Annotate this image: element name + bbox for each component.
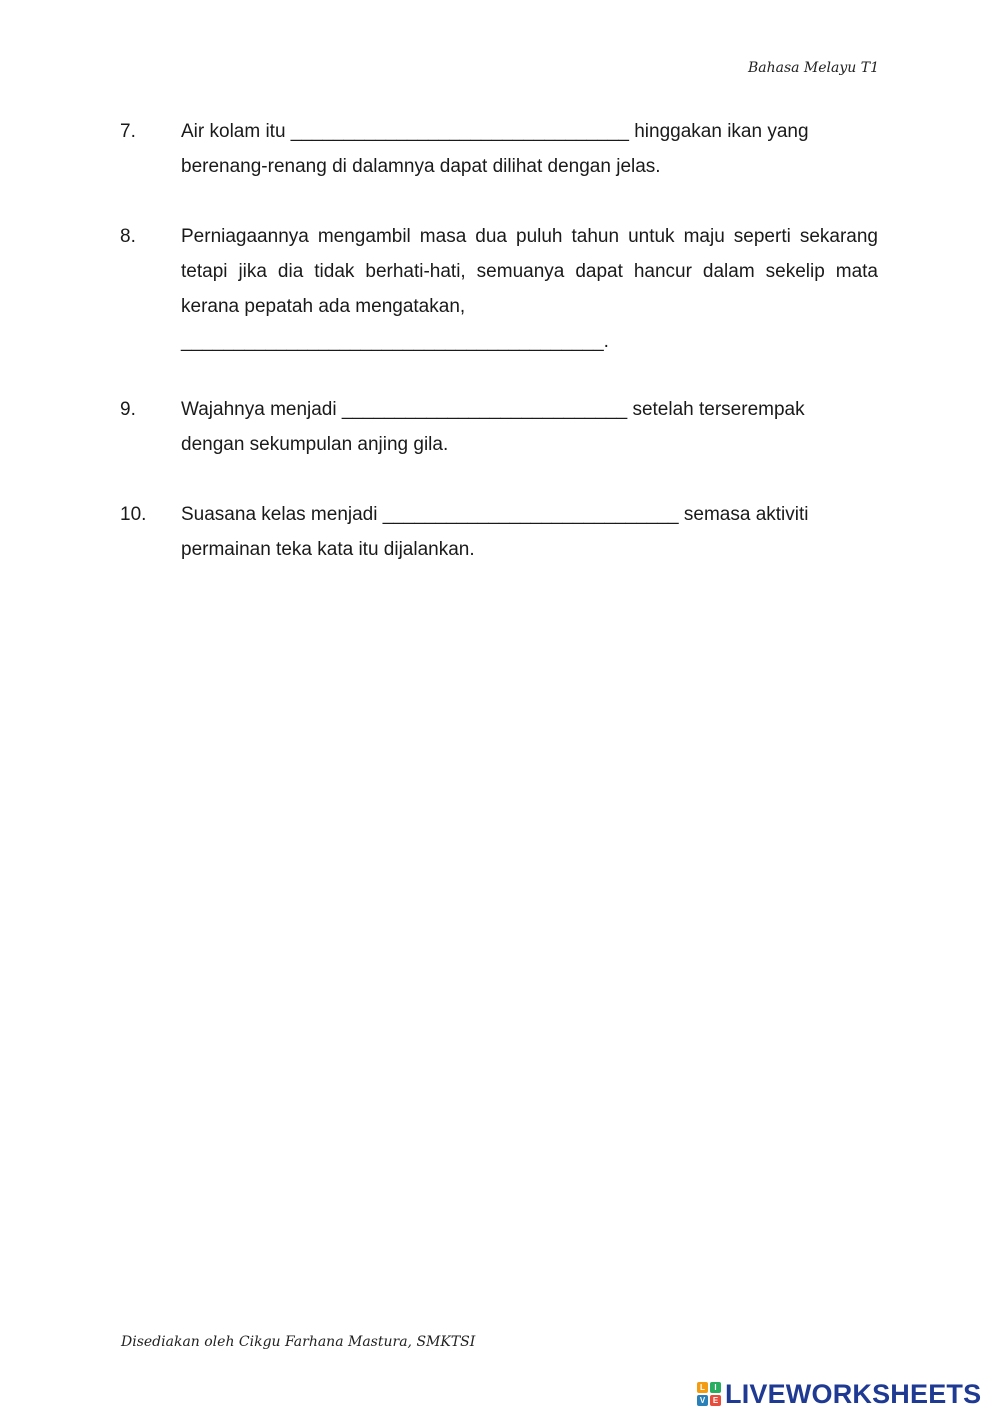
question-line: Suasana kelas menjadi ____________________________ semasa aktiviti bbox=[181, 504, 809, 525]
question-number: 8. bbox=[120, 226, 136, 247]
question-number: 10. bbox=[120, 504, 147, 525]
page-footer-credit: Disediakan oleh Cikgu Farhana Mastura, SMKTSI bbox=[121, 1334, 476, 1350]
question-10 bbox=[120, 497, 880, 567]
question-paragraph: Perniagaannya mengambil masa dua puluh tahun untuk maju seperti sekarang tetapi jika dia tidak berhati-hati, semuanya dapat hancur dalam sekelip mata kerana pepatah ada mengatakan, bbox=[181, 226, 878, 317]
logo-cell: L bbox=[697, 1382, 708, 1393]
question-line: Wajahnya menjadi ___________________________ setelah terserempak bbox=[181, 399, 805, 420]
page-header-subject: Bahasa Melayu T1 bbox=[747, 60, 879, 76]
logo-cell: I bbox=[710, 1382, 721, 1393]
logo-cell: E bbox=[710, 1395, 721, 1406]
question-number: 9. bbox=[120, 399, 136, 420]
question-text bbox=[181, 392, 878, 462]
liveworksheets-logo-icon bbox=[697, 1382, 721, 1406]
answer-blank: ________________________________________. bbox=[181, 331, 609, 352]
question-line: permainan teka kata itu dijalankan. bbox=[181, 539, 475, 560]
question-line: Air kolam itu ________________________________ hinggakan ikan yang bbox=[181, 121, 809, 142]
question-line: berenang-renang di dalamnya dapat dilihat dengan jelas. bbox=[181, 156, 661, 177]
question-text bbox=[181, 497, 878, 567]
liveworksheets-brand[interactable] bbox=[697, 1378, 981, 1410]
question-7 bbox=[120, 114, 880, 184]
question-text bbox=[181, 114, 878, 184]
question-9 bbox=[120, 392, 880, 462]
brand-name: LIVEWORKSHEETS bbox=[725, 1378, 982, 1409]
question-8 bbox=[120, 219, 880, 359]
question-number: 7. bbox=[120, 121, 136, 142]
question-text bbox=[181, 219, 878, 359]
question-line: dengan sekumpulan anjing gila. bbox=[181, 434, 449, 455]
logo-cell: V bbox=[697, 1395, 708, 1406]
